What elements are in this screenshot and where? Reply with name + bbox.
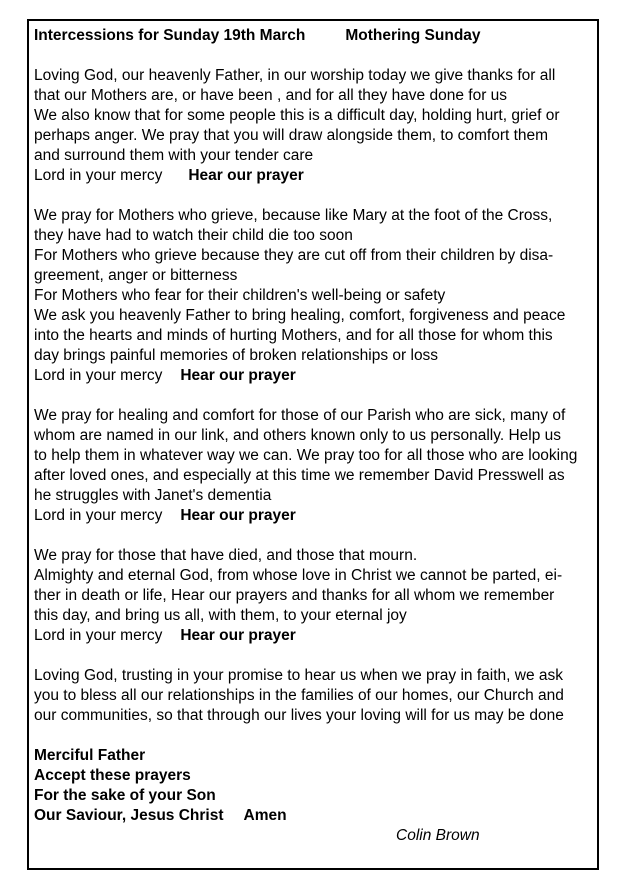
prayer-paragraph-3 <box>34 406 596 526</box>
prayer-paragraph-1 <box>34 66 596 186</box>
author-signature: Colin Brown <box>396 827 480 844</box>
text-line: whom are named in our link, and others known only to us personally. Help us <box>34 427 561 444</box>
text-line: We ask you heavenly Father to bring healing, comfort, forgiveness and peace <box>34 307 566 324</box>
document-heading <box>34 26 596 46</box>
text-line: Loving God, trusting in your promise to hear us when we pray in faith, we ask <box>34 667 563 684</box>
text-line: Almighty and eternal God, from whose love in Christ we cannot be parted, ei- <box>34 567 563 584</box>
closing-prayer <box>34 746 596 826</box>
response-text: Hear our prayer <box>188 167 304 184</box>
closing-line: For the sake of your Son <box>34 787 216 804</box>
response-line <box>34 626 596 646</box>
closing-line: Merciful Father <box>34 747 146 764</box>
text-line: We also know that for some people this is a difficult day, holding hurt, grief or <box>34 107 560 124</box>
prayer-paragraph-5 <box>34 666 596 726</box>
text-line: Loving God, our heavenly Father, in our worship today we give thanks for all <box>34 67 556 84</box>
heading-title: Intercessions for Sunday 19th March <box>34 27 306 44</box>
text-line: this day, and bring us all, with them, to your eternal joy <box>34 607 407 624</box>
response-text: Hear our prayer <box>180 627 296 644</box>
closing-line: Our Saviour, Jesus Christ <box>34 807 224 824</box>
text-line: day brings painful memories of broken relationships or loss <box>34 347 439 364</box>
heading-occasion: Mothering Sunday <box>345 27 481 44</box>
text-line: our communities, so that through our lives your loving will for us may be done <box>34 707 564 724</box>
response-lead: Lord in your mercy <box>34 627 163 644</box>
text-line: they have had to watch their child die too soon <box>34 227 353 244</box>
response-lead: Lord in your mercy <box>34 367 163 384</box>
text-line: and surround them with your tender care <box>34 147 314 164</box>
intercessions-document <box>34 26 596 846</box>
text-line: ther in death or life, Hear our prayers and thanks for all whom we remember <box>34 587 555 604</box>
response-line <box>34 166 596 186</box>
text-line: We pray for Mothers who grieve, because like Mary at the foot of the Cross, <box>34 207 553 224</box>
text-line: after loved ones, and especially at this time we remember David Presswell as <box>34 467 565 484</box>
text-line: into the hearts and minds of hurting Mothers, and for all those for whom this <box>34 327 553 344</box>
response-line <box>34 506 596 526</box>
text-line: greement, anger or bitterness <box>34 267 238 284</box>
response-text: Hear our prayer <box>180 507 296 524</box>
text-line: he struggles with Janet's dementia <box>34 487 272 504</box>
text-line: to help them in whatever way we can. We pray too for all those who are looking <box>34 447 578 464</box>
response-lead: Lord in your mercy <box>34 167 163 184</box>
text-line: you to bless all our relationships in the families of our homes, our Church and <box>34 687 564 704</box>
text-line: We pray for healing and comfort for those of our Parish who are sick, many of <box>34 407 566 424</box>
response-lead: Lord in your mercy <box>34 507 163 524</box>
prayer-paragraph-4 <box>34 546 596 646</box>
text-line: We pray for those that have died, and those that mourn. <box>34 547 418 564</box>
prayer-paragraph-2 <box>34 206 596 386</box>
closing-line: Accept these prayers <box>34 767 191 784</box>
text-line: For Mothers who grieve because they are cut off from their children by disa- <box>34 247 554 264</box>
text-line: that our Mothers are, or have been , and for all they have done for us <box>34 87 508 104</box>
response-text: Hear our prayer <box>180 367 296 384</box>
response-line <box>34 366 596 386</box>
text-line: perhaps anger. We pray that you will draw alongside them, to comfort them <box>34 127 549 144</box>
text-line: For Mothers who fear for their children's well-being or safety <box>34 287 446 304</box>
closing-line-final <box>34 806 596 826</box>
amen-text: Amen <box>243 807 287 824</box>
